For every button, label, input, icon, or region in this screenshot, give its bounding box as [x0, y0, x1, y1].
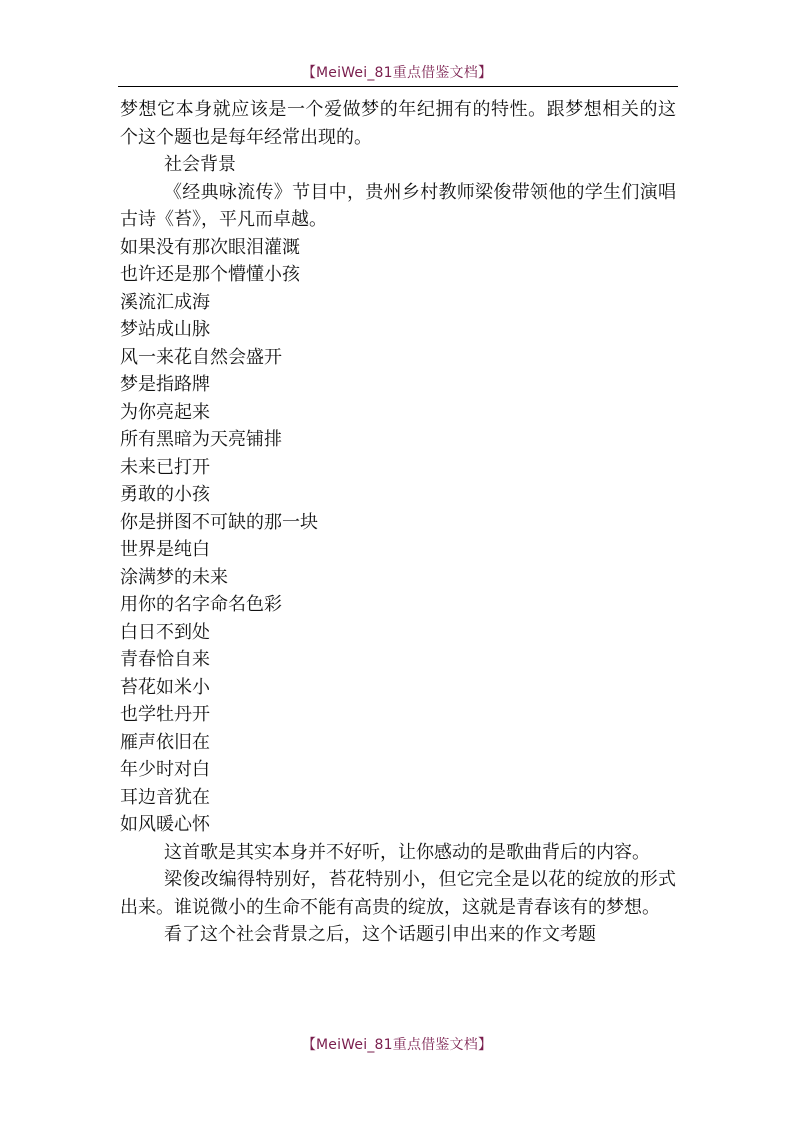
lyric-line: 未来已打开	[120, 456, 210, 478]
commentary-paragraph-3: 看了这个社会背景之后，这个话题引申出来的作文考题	[164, 924, 596, 945]
lyric-line: 用你的名字命名色彩	[120, 594, 282, 615]
lyric-line: 梦站成山脉	[120, 319, 210, 340]
lyric-line: 如风暖心怀	[120, 814, 210, 835]
commentary-paragraph-1: 这首歌是其实本身并不好听，让你感动的是歌曲背后的内容。	[164, 841, 650, 863]
document-body	[120, 96, 676, 949]
lyric-line: 也许还是那个懵懂小孩	[120, 264, 300, 285]
lyric-line: 雁声依旧在	[120, 731, 210, 753]
lyric-line: 白日不到处	[120, 621, 210, 643]
lyric-line: 为你亮起来	[120, 401, 210, 423]
lyric-line: 世界是纯白	[120, 539, 210, 560]
lyric-line: 也学牡丹开	[120, 704, 210, 725]
lyric-line: 溪流汇成海	[120, 291, 210, 313]
lyrics-block	[120, 234, 676, 839]
lyric-line: 如果没有那次眼泪灌溉	[120, 236, 300, 258]
lyric-line: 风一来花自然会盛开	[120, 346, 282, 368]
page-header: 【MeiWei_81重点借鉴文档】	[301, 65, 493, 81]
lyric-line: 勇敢的小孩	[120, 484, 210, 505]
lyric-line: 所有黑暗为天亮铺排	[120, 429, 282, 450]
lyric-line: 你是拼图不可缺的那一块	[120, 511, 318, 533]
intro-paragraph: 梦想它本身就应该是一个爱做梦的年纪拥有的特性。跟梦想相关的这个这个题也是每年经常出现的。	[120, 99, 676, 148]
lyric-line: 年少时对白	[120, 759, 210, 780]
lyric-line: 苔花如米小	[120, 676, 210, 698]
commentary-paragraph-2: 梁俊改编得特别好，苔花特别小，但它完全是以花的绽放的形式出来。谁说微小的生命不能有高贵的绽放，这就是青春该有的梦想。	[120, 869, 676, 918]
header-divider	[118, 86, 678, 87]
lyric-line: 青春恰自来	[120, 649, 210, 670]
section-heading: 社会背景	[164, 154, 236, 175]
lyric-line: 梦是指路牌	[120, 374, 210, 395]
lyric-line: 涂满梦的未来	[120, 566, 228, 588]
lyric-line: 耳边音犹在	[120, 786, 210, 808]
page-footer: 【MeiWei_81重点借鉴文档】	[301, 1037, 493, 1053]
background-paragraph: 《经典咏流传》节目中，贵州乡村教师梁俊带领他的学生们演唱古诗《苔》，平凡而卓越。	[120, 181, 676, 230]
